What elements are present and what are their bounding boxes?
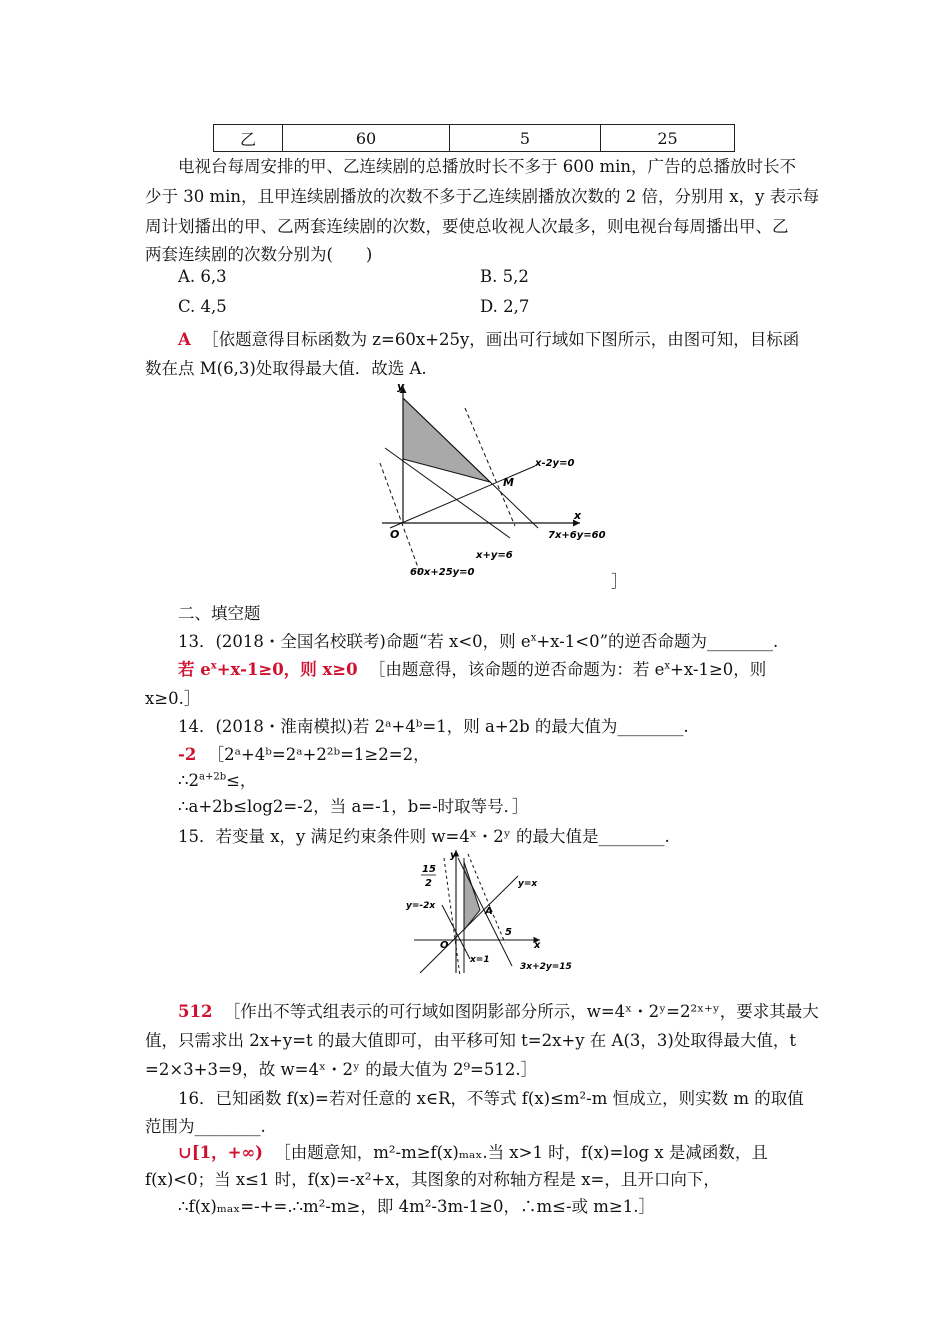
q14-explanation-line: $\therefore 2^{a+2b}\le$， (178, 771, 257, 790)
q16-stem-line: 范围为________. (145, 1117, 266, 1136)
line-label: y=x (518, 879, 538, 889)
q13-answer: 若 $e^x+x-1\ge 0$，则 x≥0 (178, 660, 358, 679)
q12-explanation-line: ［依题意得目标函数为 z=60x+25y，画出可行域如下图所示，由图可知，目标函 (202, 330, 800, 349)
line-label: 60x+25y=0 (410, 567, 475, 578)
shaded-feasible-region (464, 862, 480, 930)
table-row (214, 125, 735, 152)
line-label: 7x+6y=60 (548, 530, 606, 541)
q16-explanation-line: ［由题意知，m²-m≥f(x)ₘₐₓ.当 x>1 时，f(x)=log x 是减函数，且 (274, 1143, 768, 1162)
q15-explanation-line: =2×3+3=9，故 w=4ˣ・2ʸ 的最大值为 2⁹=512.］ (145, 1060, 538, 1079)
line-label: x=1 (470, 955, 490, 965)
section-heading: 二、填空题 (178, 604, 261, 623)
q15-explanation-line: 值，只需求出 2x+y=t 的最大值即可，由平移可知 t=2x+y 在 A(3，3)处取得最大值，t (145, 1031, 796, 1050)
q15-stem: 15．若变量 x，y 满足约束条件则 w=4ˣ・2ʸ 的最大值是________. (178, 827, 670, 846)
point-label-m: M (503, 476, 514, 489)
q14-explanation-line: ［2ᵃ+4ᵇ=2ᵃ+2²ᵇ=1≥2=2， (207, 745, 430, 764)
q13-answer-line: 若 $e^x+x-1\ge 0$，则 x≥0 ［由题意得，该命题的逆否命题为：若 $e^x+x-1\ge 0$，则 (178, 660, 767, 679)
q12-stem-line: 电视台每周安排的甲、乙连续剧的总播放时长不多于 600 min，广告的总播放时长不 (178, 157, 797, 176)
x-tick-label: 5 (505, 927, 512, 938)
q16-explanation-line: ∴f(x)ₘₐₓ=-+=.∴m²-m≥，即 4m²-3m-1≥0，∴m≤-或 m≥1.］ (178, 1197, 655, 1216)
line-label: x-2y=0 (535, 458, 575, 469)
q16-stem-line: 16．已知函数 f(x)=若对任意的 x∈R，不等式 f(x)≤m²-m 恒成立，则实数 m 的取值 (178, 1089, 804, 1108)
q16-answer: ∪[1，+∞) (178, 1143, 263, 1162)
q16-explanation-line: f(x)<0；当 x≤1 时，f(x)=-x²+x，其图象的对称轴方程是 x=，且开口向下， (145, 1170, 720, 1189)
feasible-region-figure-1 (370, 378, 620, 588)
table-cell: 25 (601, 125, 735, 152)
q12-option-a: A. 6,3 (178, 267, 227, 286)
origin-label: O (440, 940, 449, 951)
feasible-region-figure-2 (400, 848, 590, 978)
q12-stem-line: 少于 30 min，且甲连续剧播放的次数不多于乙连续剧播放次数的 2 倍，分别用 x，y 表示每 (145, 187, 820, 206)
q12-answer: A (178, 330, 191, 349)
q13-stem: 13．(2018・全国名校联考)命题“若 x<0，则 $e^x+x-1<0$”的逆否命题为________. (178, 632, 779, 651)
axis-label-x: x (534, 940, 541, 951)
table-cell-label: 乙 (214, 125, 283, 152)
origin-label: O (390, 528, 400, 541)
q12-stem-line: 两套连续剧的次数分别为( ) (145, 245, 373, 264)
q14-explanation-line: ∴a+2b≤log2=-2，当 a=-1，b=-时取等号．］ (178, 797, 529, 816)
fraction-numerator: 15 (422, 864, 436, 875)
table-cell: 60 (283, 125, 450, 152)
q13-explanation-line: x≥0.］ (145, 689, 201, 708)
q12-option-d: D. 2,7 (480, 297, 530, 316)
q12-stem-line: 周计划播出的甲、乙两套连续剧的次数，要使总收视人次最多，则电视台每周播出甲、乙 (145, 217, 789, 236)
point-label-a: A (485, 906, 493, 917)
axis-label-y: y (450, 850, 457, 861)
fraction-denominator: 2 (425, 878, 432, 889)
line-label: x+y=6 (476, 550, 513, 561)
q14-stem: 14．(2018・淮南模拟)若 2ᵃ+4ᵇ=1，则 a+2b 的最大值为________. (178, 717, 689, 736)
table-cell: 5 (450, 125, 601, 152)
q12-closing-bracket: ］ (611, 572, 628, 591)
q12-option-b: B. 5,2 (480, 267, 529, 286)
axis-label-y: y (397, 380, 405, 393)
dashed-line (444, 858, 460, 976)
line-label: 3x+2y=15 (520, 962, 572, 972)
axis-label-x: x (574, 509, 582, 522)
q15-answer: 512 (178, 1002, 213, 1021)
q15-explanation-line: ［作出不等式组表示的可行域如图阴影部分所示，w=4ˣ・2ʸ=2²ˣ⁺ʸ，要求其最大 (223, 1002, 819, 1021)
q12-option-c: C. 4,5 (178, 297, 227, 316)
q14-answer: -2 (178, 745, 197, 764)
line-label: y=-2x (406, 901, 436, 911)
data-table (213, 124, 735, 152)
q12-explanation-line: 数在点 M(6,3)处取得最大值．故选 A. (145, 359, 427, 378)
